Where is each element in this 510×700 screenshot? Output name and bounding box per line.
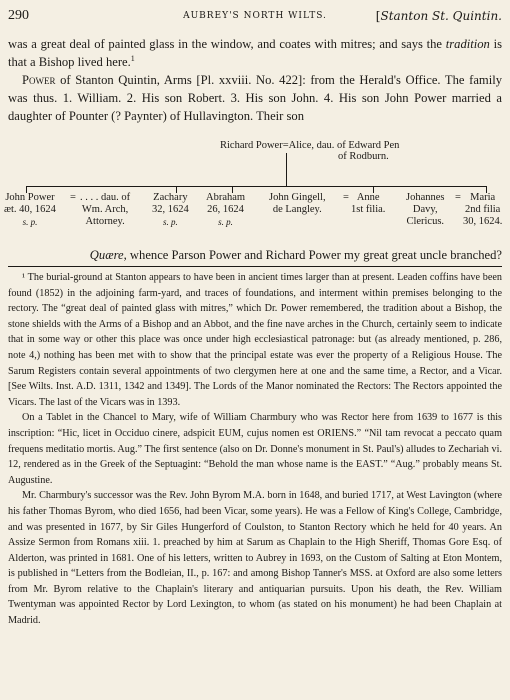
running-head: [ Stanton St. Quintin. (376, 9, 502, 23)
marriage-sign: = (70, 192, 76, 203)
child-wife-dau-wm-arch: . . . . dau. of Wm. Arch, Attorney. (80, 192, 131, 227)
parent-alice: Alice, dau. of Edward Pen (288, 140, 400, 151)
page-header (8, 8, 502, 26)
power-smallcaps: Power (22, 73, 56, 87)
child-john-gingell: John Gingell, de Langley. (269, 192, 326, 215)
child-anne: Anne 1st filia. (351, 192, 386, 215)
main-text (8, 35, 502, 125)
footnote-1: ¹ The burial-ground at Stanton appears to have been in ancient times larger than at present. Leaden coffins have been found (1852) in the adjoining farm-yard, and traces of foundations, and interment within premises belonging to the rectory. The “great deal of painted glass with mitres,” which Dr. Power remembered, the tradition about a Bishop, the stone shields with the Arms of a Bishop and an Abbot, and the fine nave arches in the Church, certainly seem to indicate that in some way or other this place was once under high ecclesiastical patronage: but (as already mentioned, p. 286, note 4,) nothing has been met with to show that the principal estate was ever the property of a Religious House. The Sarum Registers contain several appointments of two clergymen here at one and the same time, a Rector, and a Vicar. [See Wilts. Inst. A.D. 1311, 1342 and 1349]. The Lords of the Manor nominated the Rectors: The Rectors appointed the Vicars. The last of the Vicars was in 1393. (8, 272, 502, 408)
running-title: AUBREY'S NORTH WILTS. (183, 11, 327, 21)
child-johannes-davy: Johannes Davy, Clericus. (406, 192, 445, 227)
child-maria: Maria 2nd filia 30, 1624. (463, 192, 503, 227)
paragraph-1: was a great deal of painted glass in the window, and coates with mitres; and says the tradition is that a Bishop lived here.$^1$ (8, 37, 502, 69)
pedigree-chart (4, 140, 503, 245)
marriage-sign: = (282, 140, 289, 151)
parent-richard-power: Richard Power (220, 140, 283, 151)
paragraph-2: Power of Stanton Quintin, Arms [Pl. xxviii. No. 422]: from the Herald's Office. The family was thus. 1. William. 2. His son Robert. 3. His son John. 4. His son John Power married a daughter of Pounter (? Paynter) of Hullavington. Their son (8, 73, 502, 123)
footnote-charmbury: Mr. Charmbury's successor was the Rev. John Byrom M.A. born in 1648, and buried 1717, at West Lavington (where his father Thomas Byrom, who died 1656, had been Vicar, some years). He was a Fellow of King's College, Cambridge, and was presented in 1677, by Sir Giles Hungerford of Coulston, to Stanton Rectory which he held for 40 years. An Assize Sermon from Romans xiii. 1. preached by him at Sarum as Chaplain to the High Sheriff, Thomas Gore Esq. of Alderton, was printed in 1681. One of his letters, written to Aubrey in 1693, on the Custom of Salting at Eton Montem, is published in “Letters from the Bodleian, II., p. 167: and among Bishop Tanner's MSS. at Oxford are also some letters from Mr. Byrom relative to the Chaplain's literary and antiquarian pursuits. Upon his death, the Rev. William Twentyman was appointed Rector by Lord Lexington, to whom (as stated on his monument) he had been Chaplain at Madrid. (8, 490, 502, 627)
footnotes (8, 270, 502, 629)
quaere-line: Quære, whence Parson Power and Richard Power my great great uncle branched? (89, 248, 502, 262)
footnote-tablet: On a Tablet in the Chancel to Mary, wife of William Charmbury who was Rector here from 1639 to 1677 is this inscription: “Hic, licet in Occiduo cinere, adspicit EUM, cujus nomen est ORIENS.” “Nil tam revocat a peccato quam frequens meditatio mortis. Aug.” The first sentence (also on Dr. Donne's monument in St. Paul's) alludes to Zechariah vi. 12, rendered as in the Greek of the Septuagint: “Behold the man whose name is the EAST.” “Aug.” probably means St. Augustine. (8, 412, 502, 486)
sibling-line (26, 186, 486, 187)
parent-alice-line2: of Rodburn. (338, 151, 389, 162)
page-number: 290 (8, 8, 29, 23)
marriage-sign: = (455, 192, 461, 203)
footnote-ref: 1 (130, 53, 135, 63)
child-john-power: John Power æt. 40, 1624 s. p. (4, 192, 56, 227)
marriage-sign: = (343, 192, 349, 203)
quaere-word: Quære, (89, 248, 127, 262)
child-zachary: Zachary 32, 1624 s. p. (152, 192, 189, 227)
footnote-rule (8, 266, 502, 267)
descent-line (286, 153, 287, 186)
child-abraham: Abraham 26, 1624 s. p. (206, 192, 246, 227)
tradition-word: tradition (445, 37, 490, 51)
